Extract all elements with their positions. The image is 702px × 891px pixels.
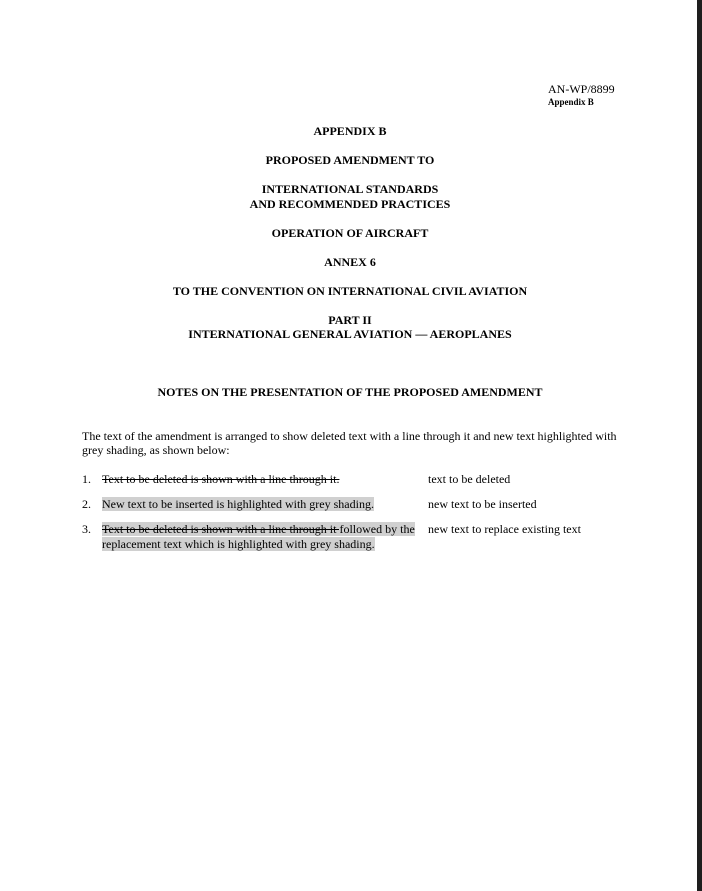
note-example: [102, 522, 420, 552]
note-example: [102, 472, 420, 487]
note-item-number: 1.: [82, 472, 91, 486]
deleted-text-example: Text to be deleted is shown with a line through it: [102, 522, 340, 536]
note-example: [102, 497, 420, 512]
note-description: new text to replace existing text: [428, 522, 581, 536]
document-reference: AN-WP/8899: [548, 82, 615, 96]
appendix-title: APPENDIX B: [313, 124, 387, 138]
notes-intro-paragraph: The text of the amendment is arranged to show deleted text with a line through it and new text highlighted with grey shading, as shown below:: [82, 429, 617, 457]
deleted-text-example: Text to be deleted is shown with a line through it.: [102, 472, 340, 486]
convention-title: TO THE CONVENTION ON INTERNATIONAL CIVIL AVIATION: [172, 284, 528, 298]
proposed-amendment-title: PROPOSED AMENDMENT TO: [265, 153, 435, 167]
inserted-text-example: followed by the replacement text which is highlighted with grey shading.: [102, 522, 415, 551]
inserted-text-example: New text to be inserted is highlighted with grey shading.: [102, 497, 374, 511]
header-appendix-label: Appendix B: [548, 97, 594, 107]
note-description: text to be deleted: [428, 472, 511, 486]
note-description: new text to be inserted: [428, 497, 537, 511]
notes-heading: NOTES ON THE PRESENTATION OF THE PROPOSED AMENDMENT: [157, 385, 543, 399]
note-item-number: 3.: [82, 522, 91, 536]
standards-title-line-1: INTERNATIONAL STANDARDS: [261, 182, 439, 196]
annex-title: ANNEX 6: [324, 255, 376, 269]
part-title: PART II: [328, 313, 372, 327]
note-item-number: 2.: [82, 497, 91, 511]
page-edge-border: [697, 0, 702, 891]
part-subtitle: INTERNATIONAL GENERAL AVIATION — AEROPLANES: [188, 327, 512, 341]
standards-title-line-2: AND RECOMMENDED PRACTICES: [249, 197, 451, 211]
operation-title: OPERATION OF AIRCRAFT: [271, 226, 429, 240]
